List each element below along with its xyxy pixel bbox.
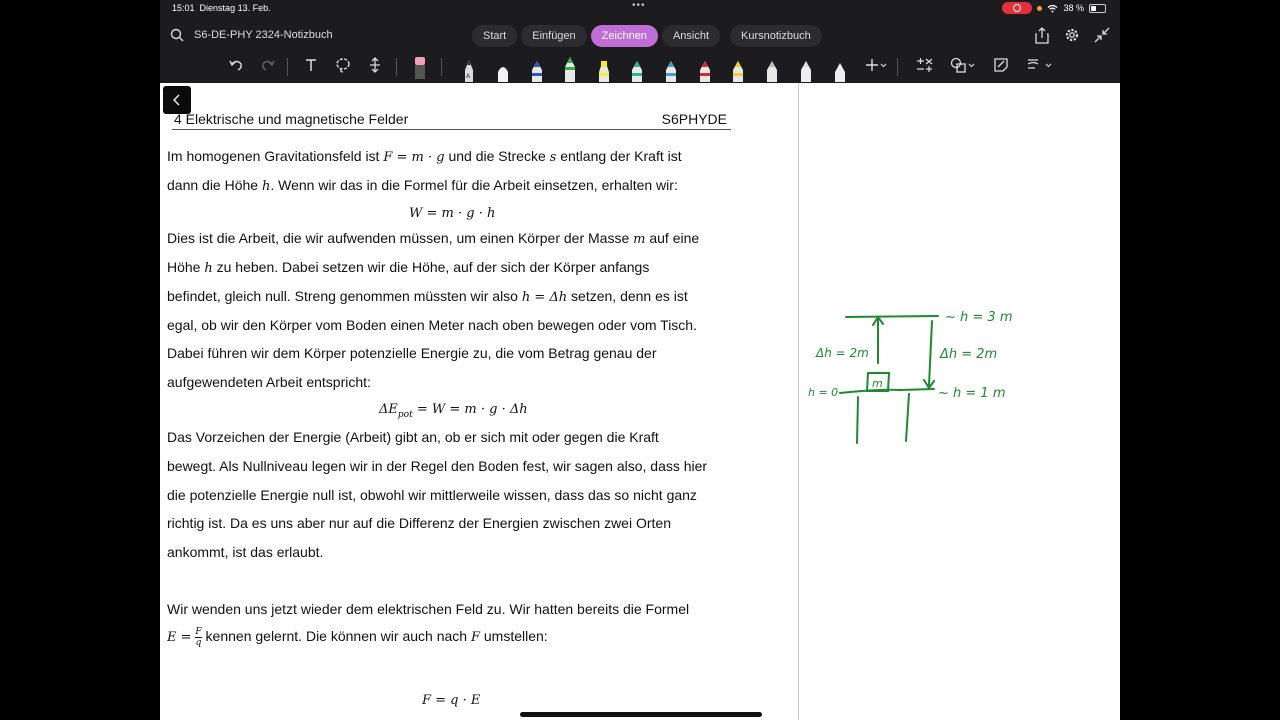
text-line: aufgewendeten Arbeit entspricht:: [167, 374, 371, 390]
text-span: Höhe: [167, 259, 201, 275]
text-line: bewegt. Als Nullniveau legen wir in der Regel den Boden fest, wir sagen also, dass hier: [167, 458, 708, 474]
text-line: die potenzielle Energie null ist, obwohl wir mittlerweile wissen, dass das so nicht ganz: [167, 487, 697, 503]
shapes-icon[interactable]: [950, 57, 976, 73]
date-text: Dienstag 13. Feb.: [199, 3, 271, 13]
text-line: egal, ob wir den Körper vom Boden einen Meter nach oben bewegen oder vom Tisch.: [167, 317, 697, 333]
formula-f-mg: F = m · g: [383, 150, 445, 165]
text-span: dann die Höhe: [167, 177, 259, 193]
tab-start[interactable]: Start: [472, 25, 517, 47]
text-line: [167, 148, 682, 165]
status-right: [1002, 2, 1106, 14]
undo-icon[interactable]: [228, 57, 244, 73]
sketch-label-delta-h-left: Δh = 2m: [816, 346, 869, 360]
toolbar-divider: [287, 58, 288, 76]
text-line: Das Vorzeichen der Energie (Arbeit) gibt an, ob er sich mit oder gegen die Kraft: [167, 429, 659, 445]
var-f: F: [470, 630, 480, 646]
pen-black-icon[interactable]: [462, 58, 476, 82]
notebook-title[interactable]: S6-DE-PHY 2324-Notizbuch: [194, 29, 333, 41]
text-line: richtig ist. Da es uns aber nur auf die Differenz der Energien zwischen zwei Orten: [167, 515, 671, 531]
nav-icons: [1034, 27, 1110, 45]
text-span: und die Strecke: [448, 148, 546, 164]
battery-icon: [1089, 4, 1106, 13]
class-notebook-button[interactable]: Kursnotizbuch: [730, 25, 822, 47]
gear-icon[interactable]: [1064, 27, 1080, 43]
draw-toolbar: [160, 54, 1120, 82]
text-span: befindet, gleich null. Streng genommen müssten wir also: [167, 288, 518, 304]
nav-bar: [160, 24, 1120, 50]
equation-potential-energy: [379, 402, 528, 420]
add-space-icon[interactable]: [367, 57, 383, 73]
eraser-icon[interactable]: [413, 56, 427, 80]
status-bar: [160, 0, 1120, 18]
pen-white2-icon[interactable]: [833, 58, 847, 82]
pen-gold-icon[interactable]: [731, 58, 745, 82]
formula-h-delta-h: h = Δh: [521, 290, 568, 305]
sketch-left-arrow: [873, 317, 883, 363]
sketch-label-h0: h = 0: [808, 386, 839, 399]
search-area[interactable]: [170, 28, 333, 42]
replay-icon[interactable]: [1026, 57, 1054, 73]
text-span: . Wenn wir das in die Formel für die Arbeit einsetzen, erhalten wir:: [270, 177, 678, 193]
tab-view[interactable]: Ansicht: [662, 25, 720, 47]
fraction-denominator: q: [195, 638, 202, 648]
collapse-icon[interactable]: [1094, 27, 1110, 43]
toolbar-divider: [441, 58, 442, 76]
equation-force: F = q · E: [422, 693, 481, 708]
pen-green-icon[interactable]: [563, 55, 577, 82]
var-h: h: [204, 261, 213, 276]
formula-equals-w: = W =: [416, 402, 461, 417]
text-span: entlang der Kraft ist: [560, 148, 682, 164]
handwritten-sketch: [800, 293, 1040, 453]
text-line: Dabei führen wir dem Körper potenzielle Energie zu, die vom Betrag genau der: [167, 345, 657, 361]
home-indicator[interactable]: [520, 712, 762, 717]
equation-work: [409, 206, 495, 221]
pen-teal-icon[interactable]: [630, 58, 644, 82]
fraction-numerator: F: [195, 627, 202, 637]
text-line: [167, 627, 548, 648]
chapter-title: 4 Elektrische und magnetische Felder: [174, 111, 409, 127]
pen-silver-icon[interactable]: [799, 58, 813, 82]
page-divider: [798, 83, 799, 720]
text-span: auf eine: [649, 230, 700, 246]
pen-cyan-icon[interactable]: [664, 58, 678, 82]
time-text: 15:01: [172, 3, 195, 13]
pen-gray-icon[interactable]: [765, 58, 779, 82]
search-icon[interactable]: [170, 28, 184, 42]
subscript-pot: pot: [397, 409, 413, 420]
text-icon[interactable]: [303, 57, 319, 73]
ink-to-text-icon[interactable]: [993, 57, 1009, 73]
redo-icon[interactable]: [260, 57, 276, 73]
sketch-label-h1: ~ h = 1 m: [938, 386, 1006, 401]
tab-insert[interactable]: Einfügen: [521, 25, 586, 47]
text-span: zu heben. Dabei setzen wir die Höhe, auf der sich der Körper anfangs: [216, 259, 650, 275]
text-line: [167, 259, 649, 276]
sketch-label-h3: ~ h = 3 m: [945, 310, 1013, 325]
text-line: ankommt, ist das erlaubt.: [167, 544, 324, 560]
battery-percent: 38 %: [1063, 3, 1084, 13]
wifi-icon: [1047, 4, 1058, 13]
toolbar-divider: [396, 58, 397, 76]
var-h: h: [261, 179, 271, 194]
sketch-top-line: [846, 316, 938, 317]
text-span: umstellen:: [483, 628, 548, 645]
sketch-right-arrow: [924, 321, 934, 388]
ribbon-tabs: [472, 25, 822, 47]
text-span: Dies ist die Arbeit, die wir aufwenden müssen, um einen Körper der Masse: [167, 230, 630, 246]
multitasking-dots-icon[interactable]: •••: [632, 0, 646, 11]
formula-e-lhs: E =: [167, 630, 192, 646]
pen-blue-icon[interactable]: [530, 58, 544, 82]
sketch-label-delta-h-right: Δh = 2m: [940, 347, 998, 362]
mic-indicator-icon: [1037, 6, 1042, 11]
text-line: [167, 230, 699, 247]
add-pen-icon[interactable]: [865, 57, 887, 73]
toolbar-divider: [897, 58, 898, 76]
tab-draw[interactable]: Zeichnen: [591, 25, 658, 47]
status-time: [172, 3, 271, 13]
text-line: [167, 177, 678, 194]
course-code: S6PHYDE: [661, 111, 727, 127]
highlighter-yellow-icon[interactable]: [597, 58, 611, 82]
formula-w-mgh: W = m · g · h: [409, 206, 496, 221]
share-icon[interactable]: [1034, 27, 1050, 45]
lasso-icon[interactable]: [335, 57, 351, 73]
text-line: Wir wenden uns jetzt wieder dem elektrischen Feld zu. Wir hatten bereits die Formel: [167, 601, 690, 617]
text-span: kennen gelernt. Die können wir auch nach: [205, 628, 468, 645]
note-page[interactable]: [160, 83, 1120, 720]
var-s: s: [549, 150, 557, 165]
sketch-table-legs: [857, 394, 909, 443]
fraction-f-over-q: [195, 627, 201, 648]
onenote-app: [160, 0, 1120, 720]
math-icon[interactable]: [916, 57, 934, 73]
formula-mg-delta-h: m · g · Δh: [464, 402, 528, 417]
svg-text:A: A: [466, 73, 471, 80]
text-span: setzen, denn es ist: [571, 288, 688, 304]
text-span: Im homogenen Gravitationsfeld ist: [167, 148, 380, 164]
var-m: m: [633, 232, 646, 247]
formula-delta-e: ΔE: [379, 402, 398, 417]
screen-recording-icon[interactable]: [1002, 2, 1032, 14]
page-header: [172, 109, 731, 130]
pen-red-icon[interactable]: [698, 58, 712, 82]
pen-white-icon[interactable]: [496, 58, 510, 82]
text-line: [167, 288, 688, 305]
sketch-label-m: m: [872, 377, 883, 390]
